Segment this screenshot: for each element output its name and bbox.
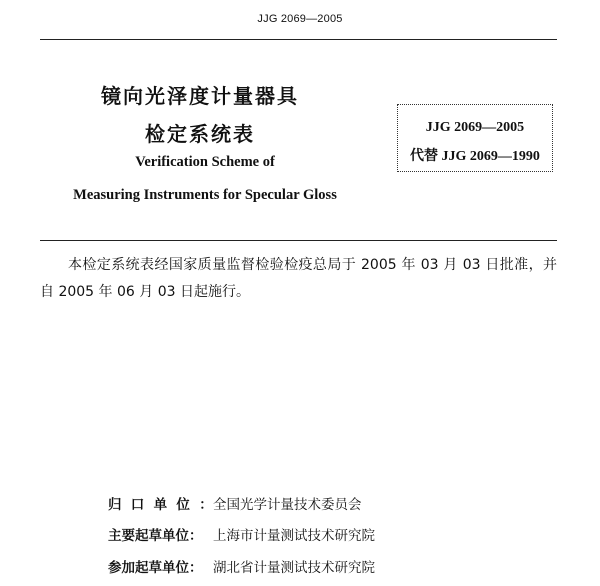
header-rule (40, 39, 557, 40)
title-english-line2: Measuring Instruments for Specular Gloss (73, 187, 337, 203)
title-chinese-line2: 检定系统表 (145, 122, 255, 146)
unit-label: 主要起草单位： (108, 528, 203, 544)
unit-row-responsible (108, 493, 362, 513)
unit-row-participating-drafter (108, 556, 375, 576)
title-rule (40, 240, 557, 241)
unit-row-main-drafter (108, 524, 375, 544)
unit-value: 上海市计量测试技术研究院 (213, 528, 375, 544)
replaced-standard-code: 代替 JJG 2069—1990 (410, 149, 540, 164)
unit-value: 全国光学计量技术委员会 (213, 497, 362, 513)
header-standard-code: JJG 2069—2005 (257, 13, 343, 25)
unit-value: 湖北省计量测试技术研究院 (213, 560, 375, 576)
approval-text: 本检定系统表经国家质量监督检验检疫总局于 2005 年 03 月 03 日批准，并自 2005 年 06 月 03 日起施行。 (40, 257, 557, 300)
standard-code: JJG 2069—2005 (425, 120, 525, 135)
approval-statement (40, 252, 557, 306)
unit-label: 参加起草单位： (108, 560, 203, 576)
title-english-line1: Verification Scheme of (135, 154, 275, 170)
unit-label: 归口单位： (108, 497, 222, 513)
title-chinese-line1: 镜向光泽度计量器具 (101, 84, 299, 108)
